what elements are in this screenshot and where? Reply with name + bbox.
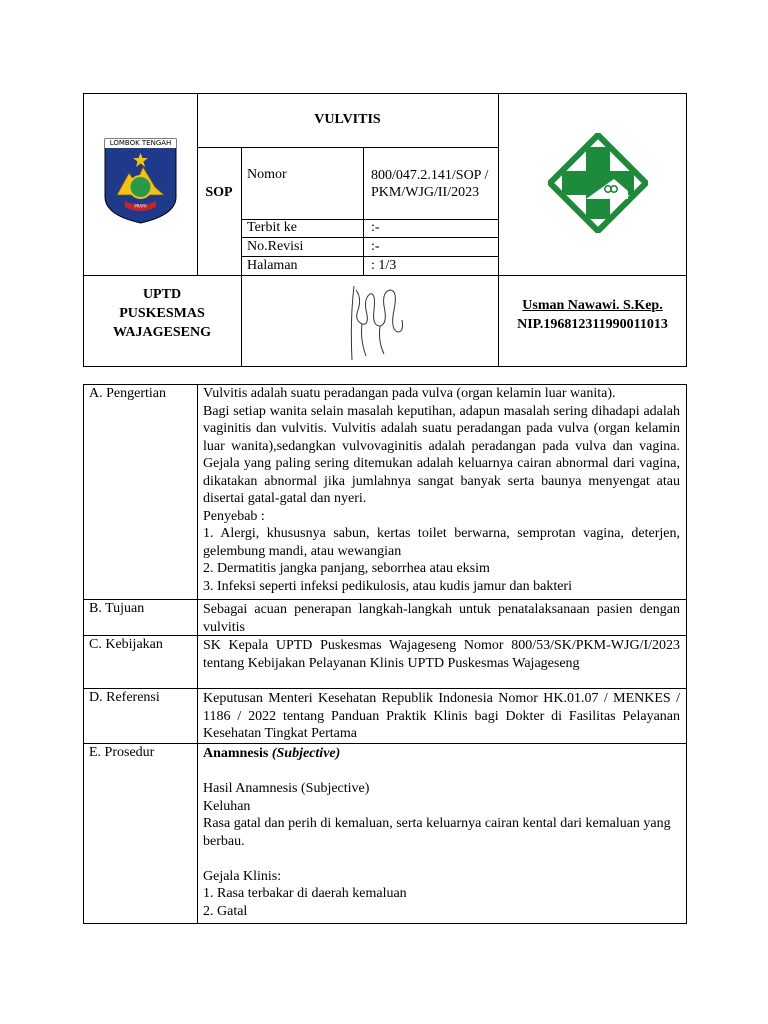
field-value-terbit: :- bbox=[371, 220, 380, 235]
puskesmas-logo bbox=[548, 133, 648, 233]
document-title: VULVITIS bbox=[314, 112, 381, 127]
section-body-pengertian bbox=[203, 385, 680, 595]
header-divider bbox=[197, 147, 498, 148]
lombok-tengah-caption: LOMBOK TENGAH bbox=[109, 139, 172, 147]
content-divider bbox=[83, 743, 687, 744]
field-label-halaman: Halaman bbox=[247, 258, 298, 273]
field-label-terbit: Terbit ke bbox=[247, 220, 297, 235]
prosedur-heading-italic: (Subjective) bbox=[271, 746, 341, 761]
penyebab-label: Penyebab : bbox=[203, 508, 265, 524]
section-label-tujuan: B. Tujuan bbox=[89, 601, 145, 616]
field-value-halaman: : 1/3 bbox=[371, 258, 397, 273]
penyebab-item-3: 3. Infeksi seperti infeksi pedikulosis, atau kudis jamur dan bakteri bbox=[203, 578, 572, 594]
prosedur-keluhan-label: Keluhan bbox=[203, 798, 251, 814]
signature bbox=[340, 280, 410, 365]
signer-nip: NIP.196812311990011013 bbox=[517, 317, 668, 332]
penyebab-item-2: 2. Dermatitis jangka panjang, seborrhea atau eksim bbox=[203, 561, 490, 576]
section-body-kebijakan: SK Kepala UPTD Puskesmas Wajageseng Nomor 800/53/SK/PKM-WJG/I/2023 tentang Kebijakan Pelayanan Klinis UPTD Puskesmas Wajageseng bbox=[203, 638, 680, 671]
pengertian-para-2: Bagi setiap wanita selain masalah keputihan, adapun masalah sering dihadapi adalah vaginitis dan vulvitis. Vulvitis adalah suatu peradangan pada vulva (organ kelamin luar wanita),sedangkan vulvovaginitis adalah peradangan pada vulva dan vagina. Gejala yang paling sering ditemukan adalah keluarnya cairan abnormal dari vagina, dikatakan abnormal jika jumlahnya sangat banyak serta baunya menyengat atau disertai gatal-gatal dan nyeri. bbox=[203, 403, 680, 506]
field-label-revisi: No.Revisi bbox=[247, 239, 304, 254]
prosedur-gejala-1: 1. Rasa terbakar di daerah kemaluan bbox=[203, 886, 407, 901]
prosedur-heading bbox=[203, 745, 680, 763]
section-body-prosedur bbox=[203, 745, 680, 920]
header-divider bbox=[83, 275, 687, 276]
prosedur-heading-main: Anamnesis bbox=[203, 746, 269, 761]
header-divider bbox=[241, 147, 242, 367]
prosedur-gejala-2: 2. Gatal bbox=[203, 903, 248, 919]
org-name bbox=[83, 285, 241, 342]
penyebab-item-1: 1. Alergi, khususnya sabun, kertas toilet berwarna, semprotan vagina, deterjen, gelembung mandi, atau wewangian bbox=[203, 526, 680, 559]
header-divider bbox=[241, 256, 498, 257]
field-label-nomor: Nomor bbox=[247, 167, 287, 182]
header-divider bbox=[241, 237, 498, 238]
section-label-referensi: D. Referensi bbox=[89, 690, 160, 705]
lombok-tengah-logo bbox=[103, 137, 178, 225]
org-line-2: PUSKESMAS bbox=[119, 306, 205, 321]
section-body-referensi: Keputusan Menteri Kesehatan Republik Indonesia Nomor HK.01.07 / MENKES / 1186 / 2022 tentang Panduan Praktik Klinis bagi Dokter di Fasilitas Pelayanan Kesehatan Tingkat Pertama bbox=[203, 691, 680, 741]
prosedur-hasil: Hasil Anamnesis (Subjective) bbox=[203, 781, 370, 796]
content-divider bbox=[83, 599, 687, 600]
section-body-tujuan: Sebagai acuan penerapan langkah-langkah untuk penatalaksanaan pasien dengan vulvitis bbox=[203, 602, 680, 635]
org-line-3: WAJAGESENG bbox=[112, 325, 212, 340]
section-label-prosedur: E. Prosedur bbox=[89, 745, 155, 760]
content-divider bbox=[83, 688, 687, 689]
field-value-nomor: 800/047.2.141/SOP /PKM/WJG/II/2023 bbox=[371, 168, 489, 200]
logo-ribbon-text: PRAYA bbox=[134, 203, 147, 209]
pengertian-para-1: Vulvitis adalah suatu peradangan pada vulva (organ kelamin luar wanita). bbox=[203, 386, 616, 401]
signer-name: Usman Nawawi. S.Kep. bbox=[522, 298, 663, 313]
field-value-revisi: :- bbox=[371, 239, 380, 254]
prosedur-keluhan: Rasa gatal dan perih di kemaluan, serta keluarnya cairan kental dari kemaluan yang berbau. bbox=[203, 816, 671, 849]
prosedur-gejala-label: Gejala Klinis: bbox=[203, 868, 282, 884]
org-line-1: UPTD bbox=[142, 287, 182, 302]
section-label-pengertian: A. Pengertian bbox=[89, 386, 166, 401]
section-label-kebijakan: C. Kebijakan bbox=[89, 637, 163, 652]
signer-block bbox=[498, 296, 687, 334]
content-divider bbox=[197, 384, 198, 924]
sop-label: SOP bbox=[205, 185, 233, 200]
